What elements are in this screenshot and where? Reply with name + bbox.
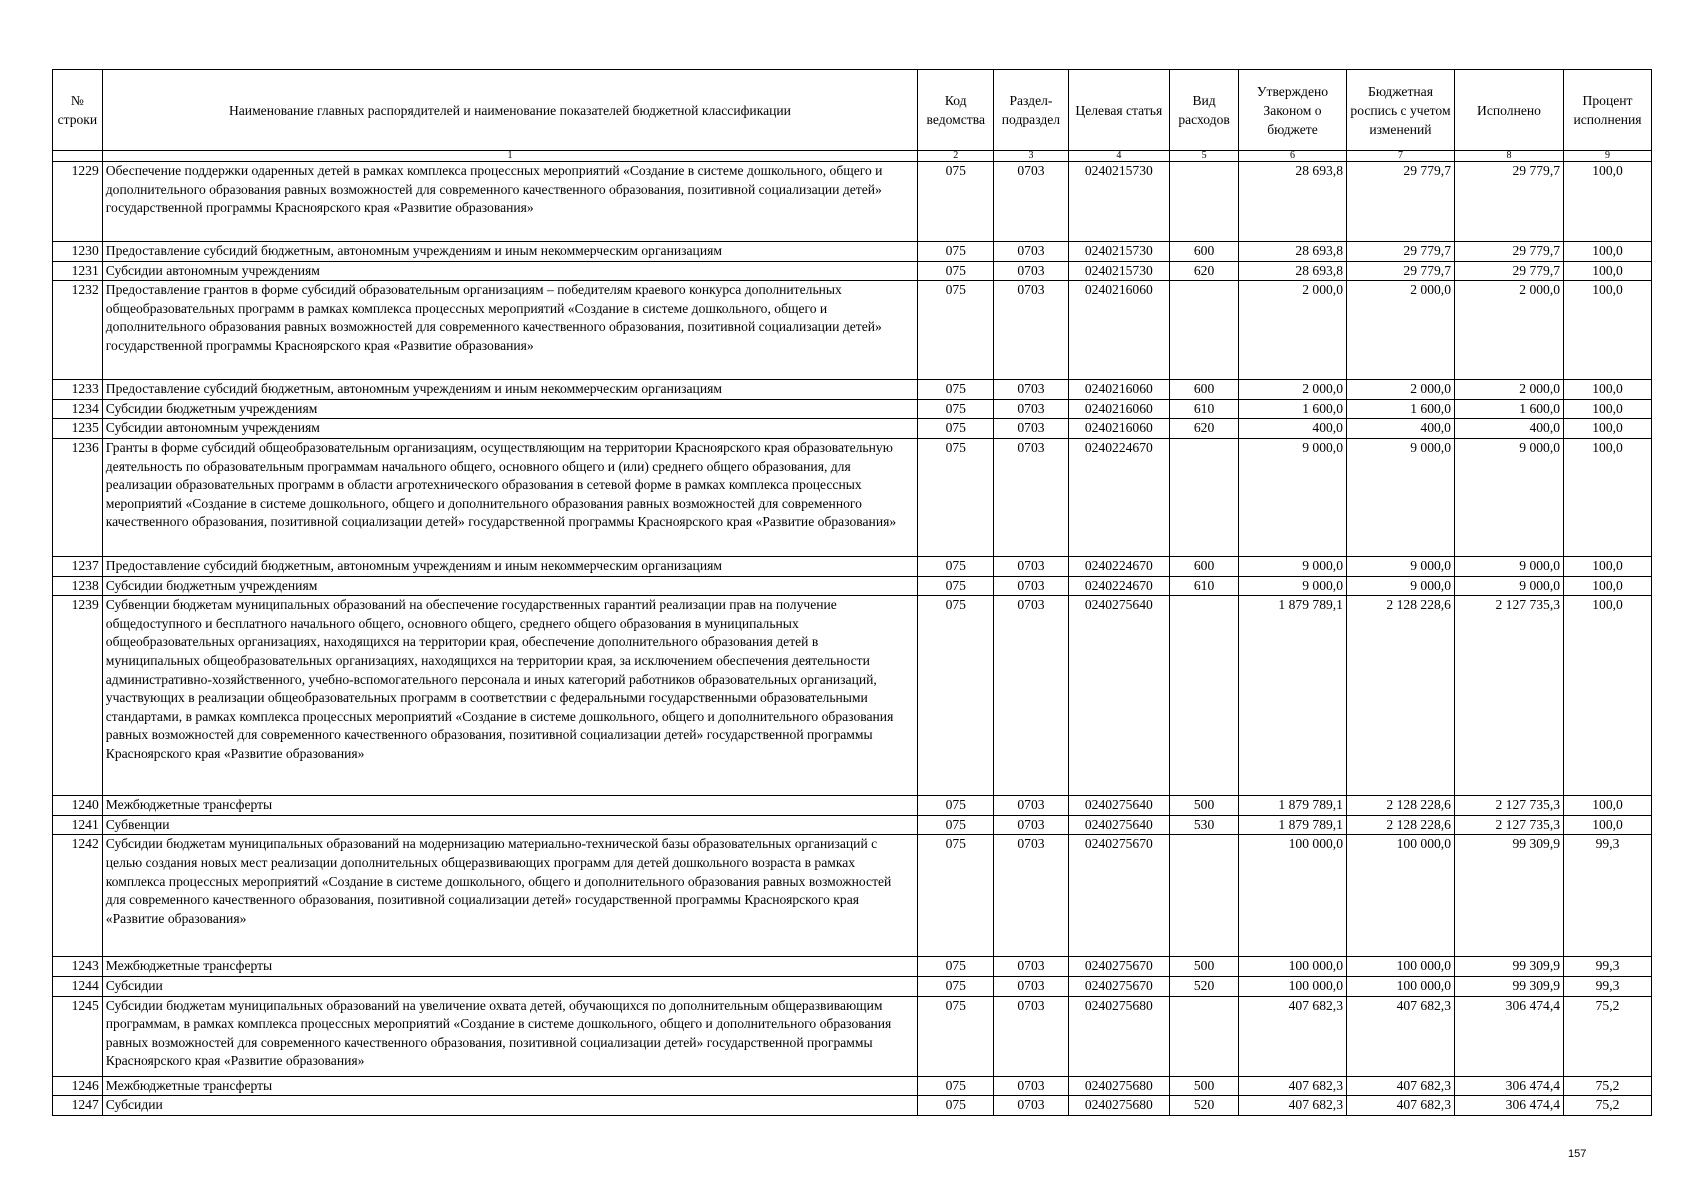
column-number: 8 xyxy=(1454,151,1563,162)
row-name: Субсидии бюджетам муниципальных образований на модернизацию материально-технической базы образовательных организаций с целью создания новых мест реализации дополнительных общеразвивающих программ для детей дошкольного возраста в рамках комплекса процессных мероприятий «Создание в системе дошкольного, общего и дополнительного образования равных возможностей для современного качественного образования, позитивной социализации детей» государственной программы Красноярского края «Развитие образования» xyxy=(102,835,917,957)
row-expense-type xyxy=(1170,438,1239,556)
row-section: 0703 xyxy=(994,556,1068,576)
row-expense-type: 500 xyxy=(1170,1076,1239,1096)
row-executed: 9 000,0 xyxy=(1454,576,1563,596)
row-approved: 100 000,0 xyxy=(1238,957,1346,977)
row-name: Предоставление субсидий бюджетным, автономным учреждениям и иным некоммерческим организациям xyxy=(102,556,917,576)
row-executed: 29 779,7 xyxy=(1454,242,1563,262)
header-row-number: № строки xyxy=(53,70,103,151)
table-row xyxy=(53,261,1652,281)
row-section: 0703 xyxy=(994,419,1068,439)
row-approved: 1 600,0 xyxy=(1238,399,1346,419)
row-percent: 100,0 xyxy=(1564,556,1652,576)
row-percent: 100,0 xyxy=(1564,242,1652,262)
row-number: 1238 xyxy=(53,576,103,596)
row-executed: 2 127 735,3 xyxy=(1454,815,1563,835)
header-percent: Процент исполнения xyxy=(1564,70,1652,151)
row-section: 0703 xyxy=(994,162,1068,242)
row-target-article: 0240224670 xyxy=(1068,438,1170,556)
row-budget-schedule: 407 682,3 xyxy=(1346,1096,1454,1116)
row-target-article: 0240224670 xyxy=(1068,556,1170,576)
row-budget-schedule: 2 000,0 xyxy=(1346,281,1454,380)
column-number: 4 xyxy=(1068,151,1170,162)
row-percent: 100,0 xyxy=(1564,576,1652,596)
row-section: 0703 xyxy=(994,281,1068,380)
row-approved: 9 000,0 xyxy=(1238,438,1346,556)
row-section: 0703 xyxy=(994,399,1068,419)
row-budget-schedule: 407 682,3 xyxy=(1346,1076,1454,1096)
column-number: 9 xyxy=(1564,151,1652,162)
row-number: 1243 xyxy=(53,957,103,977)
header-row xyxy=(53,70,1652,151)
row-percent: 100,0 xyxy=(1564,281,1652,380)
table-row xyxy=(53,438,1652,556)
row-name: Предоставление субсидий бюджетным, автономным учреждениям и иным некоммерческим организациям xyxy=(102,242,917,262)
row-percent: 99,3 xyxy=(1564,957,1652,977)
table-row xyxy=(53,976,1652,996)
row-section: 0703 xyxy=(994,1096,1068,1116)
row-executed: 2 127 735,3 xyxy=(1454,596,1563,796)
row-department-code: 075 xyxy=(918,261,994,281)
row-budget-schedule: 407 682,3 xyxy=(1346,996,1454,1076)
row-name: Межбюджетные трансферты xyxy=(102,796,917,816)
header-budget-schedule: Бюджетная роспись с учетом изменений xyxy=(1346,70,1454,151)
row-department-code: 075 xyxy=(918,835,994,957)
table-row xyxy=(53,815,1652,835)
row-budget-schedule: 29 779,7 xyxy=(1346,261,1454,281)
row-number: 1244 xyxy=(53,976,103,996)
row-budget-schedule: 2 128 228,6 xyxy=(1346,815,1454,835)
row-section: 0703 xyxy=(994,976,1068,996)
row-department-code: 075 xyxy=(918,976,994,996)
row-department-code: 075 xyxy=(918,996,994,1076)
row-section: 0703 xyxy=(994,380,1068,400)
row-percent: 99,3 xyxy=(1564,835,1652,957)
header-department-code: Код ведомства xyxy=(918,70,994,151)
row-department-code: 075 xyxy=(918,796,994,816)
row-number: 1232 xyxy=(53,281,103,380)
row-percent: 100,0 xyxy=(1564,419,1652,439)
row-executed: 2 000,0 xyxy=(1454,281,1563,380)
row-number: 1235 xyxy=(53,419,103,439)
row-budget-schedule: 29 779,7 xyxy=(1346,162,1454,242)
row-department-code: 075 xyxy=(918,380,994,400)
row-department-code: 075 xyxy=(918,815,994,835)
table-row xyxy=(53,996,1652,1076)
row-approved: 9 000,0 xyxy=(1238,576,1346,596)
row-expense-type xyxy=(1170,835,1239,957)
row-department-code: 075 xyxy=(918,242,994,262)
row-number: 1241 xyxy=(53,815,103,835)
row-department-code: 075 xyxy=(918,399,994,419)
row-executed: 306 474,4 xyxy=(1454,1076,1563,1096)
header-expense-type: Вид расходов xyxy=(1170,70,1239,151)
row-number: 1242 xyxy=(53,835,103,957)
row-number: 1239 xyxy=(53,596,103,796)
row-approved: 2 000,0 xyxy=(1238,281,1346,380)
column-number: 3 xyxy=(994,151,1068,162)
row-department-code: 075 xyxy=(918,438,994,556)
row-executed: 2 000,0 xyxy=(1454,380,1563,400)
row-section: 0703 xyxy=(994,796,1068,816)
table-row xyxy=(53,1076,1652,1096)
row-approved: 407 682,3 xyxy=(1238,1076,1346,1096)
row-percent: 100,0 xyxy=(1564,162,1652,242)
row-target-article: 0240215730 xyxy=(1068,162,1170,242)
row-executed: 99 309,9 xyxy=(1454,957,1563,977)
header-section: Раздел-подраздел xyxy=(994,70,1068,151)
row-budget-schedule: 100 000,0 xyxy=(1346,976,1454,996)
row-name: Предоставление субсидий бюджетным, автономным учреждениям и иным некоммерческим организациям xyxy=(102,380,917,400)
row-name: Субвенции xyxy=(102,815,917,835)
row-number: 1236 xyxy=(53,438,103,556)
table-row xyxy=(53,957,1652,977)
row-target-article: 0240216060 xyxy=(1068,399,1170,419)
column-number: 7 xyxy=(1346,151,1454,162)
row-number: 1234 xyxy=(53,399,103,419)
row-number: 1229 xyxy=(53,162,103,242)
row-approved: 28 693,8 xyxy=(1238,162,1346,242)
table-body xyxy=(53,162,1652,1116)
row-name: Субсидии автономным учреждениям xyxy=(102,261,917,281)
row-number: 1230 xyxy=(53,242,103,262)
row-approved: 28 693,8 xyxy=(1238,242,1346,262)
row-department-code: 075 xyxy=(918,1096,994,1116)
row-name: Предоставление грантов в форме субсидий образовательным организациям – победителям краевого конкурса дополнительных общеобразовательных программ в рамках комплекса процессных мероприятий «Создание в системе дошкольного, общего и дополнительного образования равных возможностей для современного качественного образования, позитивной социализации детей» государственной программы Красноярского края «Развитие образования» xyxy=(102,281,917,380)
row-target-article: 0240215730 xyxy=(1068,261,1170,281)
table-row xyxy=(53,281,1652,380)
row-number: 1245 xyxy=(53,996,103,1076)
row-expense-type: 500 xyxy=(1170,796,1239,816)
row-name: Субсидии бюджетам муниципальных образований на увеличение охвата детей, обучающихся по дополнительным общеразвивающим программам, в рамках комплекса процессных мероприятий «Создание в системе дошкольного, общего и дополнительного образования равных возможностей для современного качественного образования, позитивной социализации детей» государственной программы Красноярского края «Развитие образования» xyxy=(102,996,917,1076)
row-executed: 99 309,9 xyxy=(1454,976,1563,996)
row-section: 0703 xyxy=(994,996,1068,1076)
table-row xyxy=(53,576,1652,596)
row-section: 0703 xyxy=(994,1076,1068,1096)
column-number xyxy=(53,151,103,162)
row-section: 0703 xyxy=(994,596,1068,796)
row-name: Субсидии автономным учреждениям xyxy=(102,419,917,439)
row-expense-type: 620 xyxy=(1170,419,1239,439)
row-target-article: 0240224670 xyxy=(1068,576,1170,596)
row-number: 1231 xyxy=(53,261,103,281)
row-expense-type xyxy=(1170,281,1239,380)
row-name: Субсидии бюджетным учреждениям xyxy=(102,399,917,419)
row-executed: 1 600,0 xyxy=(1454,399,1563,419)
row-expense-type: 500 xyxy=(1170,957,1239,977)
row-budget-schedule: 29 779,7 xyxy=(1346,242,1454,262)
row-name: Субсидии xyxy=(102,976,917,996)
row-name: Субсидии xyxy=(102,1096,917,1116)
table-row xyxy=(53,242,1652,262)
row-department-code: 075 xyxy=(918,281,994,380)
budget-report-page xyxy=(52,69,1652,1116)
row-section: 0703 xyxy=(994,242,1068,262)
row-expense-type: 600 xyxy=(1170,242,1239,262)
row-target-article: 0240275680 xyxy=(1068,1096,1170,1116)
row-name: Обеспечение поддержки одаренных детей в рамках комплекса процессных мероприятий «Создание в системе дошкольного, общего и дополнительного образования равных возможностей для современного качественного образования, позитивной социализации детей» государственной программы Красноярского края «Развитие образования» xyxy=(102,162,917,242)
row-approved: 400,0 xyxy=(1238,419,1346,439)
header-executed: Исполнено xyxy=(1454,70,1563,151)
row-target-article: 0240275670 xyxy=(1068,835,1170,957)
table-row xyxy=(53,162,1652,242)
row-executed: 306 474,4 xyxy=(1454,1096,1563,1116)
row-target-article: 0240275680 xyxy=(1068,996,1170,1076)
row-budget-schedule: 1 600,0 xyxy=(1346,399,1454,419)
row-number: 1240 xyxy=(53,796,103,816)
row-executed: 400,0 xyxy=(1454,419,1563,439)
row-section: 0703 xyxy=(994,576,1068,596)
header-approved: Утверждено Законом о бюджете xyxy=(1238,70,1346,151)
row-approved: 100 000,0 xyxy=(1238,976,1346,996)
row-budget-schedule: 9 000,0 xyxy=(1346,556,1454,576)
row-target-article: 0240275640 xyxy=(1068,596,1170,796)
row-expense-type: 610 xyxy=(1170,399,1239,419)
row-number: 1237 xyxy=(53,556,103,576)
row-approved: 407 682,3 xyxy=(1238,1096,1346,1116)
row-approved: 100 000,0 xyxy=(1238,835,1346,957)
row-department-code: 075 xyxy=(918,1076,994,1096)
table-row xyxy=(53,380,1652,400)
page-number: 157 xyxy=(1568,1148,1587,1160)
row-expense-type xyxy=(1170,996,1239,1076)
row-target-article: 0240275640 xyxy=(1068,796,1170,816)
table-row xyxy=(53,835,1652,957)
row-budget-schedule: 9 000,0 xyxy=(1346,438,1454,556)
row-department-code: 075 xyxy=(918,576,994,596)
row-section: 0703 xyxy=(994,957,1068,977)
table-row xyxy=(53,399,1652,419)
row-target-article: 0240275680 xyxy=(1068,1076,1170,1096)
row-approved: 1 879 789,1 xyxy=(1238,596,1346,796)
row-percent: 100,0 xyxy=(1564,596,1652,796)
row-name: Субвенции бюджетам муниципальных образований на обеспечение государственных гарантий реализации прав на получение общедоступного и бесплатного начального общего, основного общего, среднего общего образования в муниципальных общеобразовательных организациях, находящихся на территории края, обеспечение дополнительного образования детей в муниципальных общеобразовательных организациях, находящихся на территории края, за исключением обеспечения деятельности административно-хозяйственного, учебно-вспомогательного персонала и иных категорий работников образовательных организаций, участвующих в реализации общеобразовательных программ в соответствии с федеральными государственными образовательными стандартами, в рамках комплекса процессных мероприятий «Создание в системе дошкольного, общего и дополнительного образования равных возможностей для современного качественного образования, позитивной социализации детей» государственной программы Красноярского края «Развитие образования» xyxy=(102,596,917,796)
table-row xyxy=(53,1096,1652,1116)
row-budget-schedule: 2 128 228,6 xyxy=(1346,596,1454,796)
row-executed: 306 474,4 xyxy=(1454,996,1563,1076)
row-name: Гранты в форме субсидий общеобразовательным организациям, осуществляющим на территории Красноярского края образовательную деятельность по образовательным программам начального общего, основного общего и (или) среднего общего образования, для реализации образовательных программ в области агротехнического образования в сетевой форме в рамках комплекса процессных мероприятий «Создание в системе дошкольного, общего и дополнительного образования равных возможностей для современного качественного образования, позитивной социализации детей» государственной программы Красноярского края «Развитие образования» xyxy=(102,438,917,556)
row-expense-type xyxy=(1170,596,1239,796)
row-approved: 9 000,0 xyxy=(1238,556,1346,576)
row-section: 0703 xyxy=(994,438,1068,556)
row-approved: 2 000,0 xyxy=(1238,380,1346,400)
row-target-article: 0240275670 xyxy=(1068,957,1170,977)
row-percent: 75,2 xyxy=(1564,1096,1652,1116)
row-budget-schedule: 400,0 xyxy=(1346,419,1454,439)
column-number: 2 xyxy=(918,151,994,162)
row-approved: 1 879 789,1 xyxy=(1238,815,1346,835)
column-number: 5 xyxy=(1170,151,1239,162)
row-budget-schedule: 9 000,0 xyxy=(1346,576,1454,596)
row-percent: 100,0 xyxy=(1564,815,1652,835)
row-expense-type xyxy=(1170,162,1239,242)
row-name: Межбюджетные трансферты xyxy=(102,1076,917,1096)
budget-execution-table xyxy=(52,69,1652,1116)
row-executed: 9 000,0 xyxy=(1454,556,1563,576)
row-executed: 2 127 735,3 xyxy=(1454,796,1563,816)
row-budget-schedule: 2 128 228,6 xyxy=(1346,796,1454,816)
table-row xyxy=(53,419,1652,439)
column-number: 1 xyxy=(102,151,917,162)
row-approved: 407 682,3 xyxy=(1238,996,1346,1076)
row-percent: 100,0 xyxy=(1564,796,1652,816)
row-target-article: 0240275640 xyxy=(1068,815,1170,835)
row-target-article: 0240216060 xyxy=(1068,281,1170,380)
row-expense-type: 610 xyxy=(1170,576,1239,596)
row-percent: 100,0 xyxy=(1564,261,1652,281)
row-department-code: 075 xyxy=(918,162,994,242)
table-row xyxy=(53,556,1652,576)
row-expense-type: 600 xyxy=(1170,556,1239,576)
column-number-row xyxy=(53,151,1652,162)
header-name: Наименование главных распорядителей и наименование показателей бюджетной классификации xyxy=(102,70,917,151)
row-percent: 100,0 xyxy=(1564,399,1652,419)
row-budget-schedule: 2 000,0 xyxy=(1346,380,1454,400)
row-number: 1233 xyxy=(53,380,103,400)
header-target-article: Целевая статья xyxy=(1068,70,1170,151)
row-percent: 100,0 xyxy=(1564,438,1652,556)
row-approved: 28 693,8 xyxy=(1238,261,1346,281)
row-budget-schedule: 100 000,0 xyxy=(1346,957,1454,977)
row-target-article: 0240215730 xyxy=(1068,242,1170,262)
row-executed: 99 309,9 xyxy=(1454,835,1563,957)
row-number: 1247 xyxy=(53,1096,103,1116)
row-executed: 29 779,7 xyxy=(1454,162,1563,242)
row-executed: 9 000,0 xyxy=(1454,438,1563,556)
row-target-article: 0240216060 xyxy=(1068,380,1170,400)
row-percent: 75,2 xyxy=(1564,1076,1652,1096)
row-department-code: 075 xyxy=(918,957,994,977)
row-expense-type: 600 xyxy=(1170,380,1239,400)
row-expense-type: 530 xyxy=(1170,815,1239,835)
row-percent: 100,0 xyxy=(1564,380,1652,400)
row-name: Межбюджетные трансферты xyxy=(102,957,917,977)
row-budget-schedule: 100 000,0 xyxy=(1346,835,1454,957)
row-expense-type: 620 xyxy=(1170,261,1239,281)
row-approved: 1 879 789,1 xyxy=(1238,796,1346,816)
row-department-code: 075 xyxy=(918,596,994,796)
row-department-code: 075 xyxy=(918,419,994,439)
row-target-article: 0240216060 xyxy=(1068,419,1170,439)
row-section: 0703 xyxy=(994,261,1068,281)
row-number: 1246 xyxy=(53,1076,103,1096)
row-section: 0703 xyxy=(994,815,1068,835)
row-percent: 75,2 xyxy=(1564,996,1652,1076)
column-number: 6 xyxy=(1238,151,1346,162)
row-name: Субсидии бюджетным учреждениям xyxy=(102,576,917,596)
row-department-code: 075 xyxy=(918,556,994,576)
table-row xyxy=(53,796,1652,816)
row-expense-type: 520 xyxy=(1170,976,1239,996)
row-percent: 99,3 xyxy=(1564,976,1652,996)
row-section: 0703 xyxy=(994,835,1068,957)
row-expense-type: 520 xyxy=(1170,1096,1239,1116)
table-row xyxy=(53,596,1652,796)
row-target-article: 0240275670 xyxy=(1068,976,1170,996)
row-executed: 29 779,7 xyxy=(1454,261,1563,281)
